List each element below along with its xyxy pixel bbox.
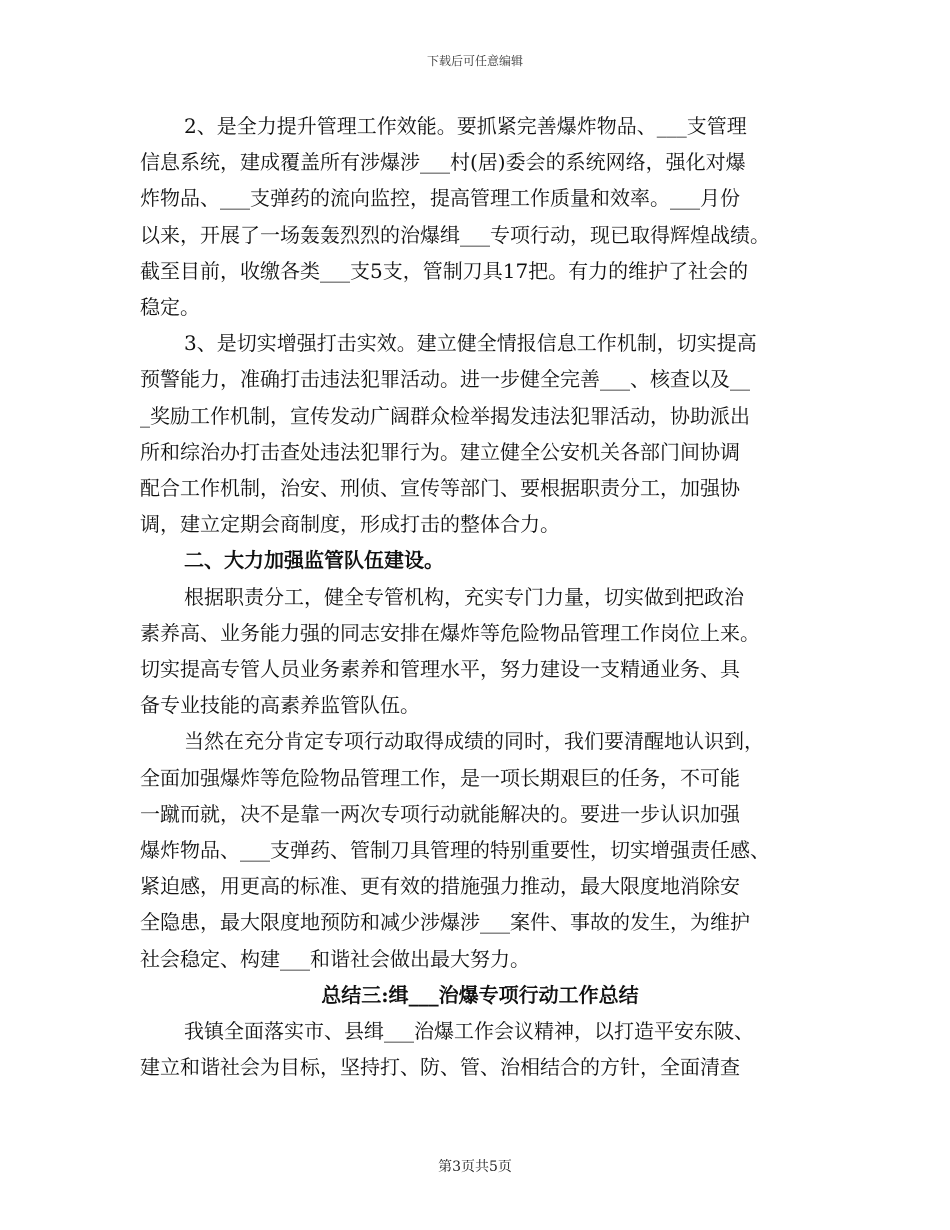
text-line: 3、是切实增强打击实效。建立健全情报信息工作机制，切实提高 [184,331,757,356]
text-line: 切实提高专管人员业务素养和管理水平，努力建设一支精通业务、具 [140,657,740,682]
document-body [140,108,820,1085]
text-line: 当然在充分肯定专项行动取得成绩的同时，我们要清醒地认识到， [184,729,764,754]
text-line: 建立和谐社会为目标，坚持打、防、管、治相结合的方针，全面清查 [140,1055,740,1080]
text-line: _奖励工作机制，宣传发动广阔群众检举揭发违法犯罪活动，协助派出 [140,403,750,428]
text-line: 调，建立定期会商制度，形成打击的整体合力。 [140,512,560,537]
text-line: 根据职责分工，健全专管机构，充实专门力量，切实做到把政治 [184,584,744,609]
text-line: 配合工作机制，治安、刑侦、宣传等部门、要根据职责分工，加强协 [140,476,740,501]
text-line: 我镇全面落实市、县缉___治爆工作会议精神，以打造平安东陂、 [184,1019,754,1044]
text-line: 社会稳定、构建___和谐社会做出最大努力。 [140,946,530,971]
text-line: 2、是全力提升管理工作效能。要抓紧完善爆炸物品、___支管理 [184,114,747,138]
text-line: 所和综治办打击查处违法犯罪行为。建立健全公安机关各部门间协调 [140,439,740,464]
text-line: 稳定。 [140,295,200,320]
text-line: 信息系统，建成覆盖所有涉爆涉___村(居)委会的系统网络，强化对爆 [140,150,746,175]
text-line: 素养高、业务能力强的同志安排在爆炸等危险物品管理工作岗位上来。 [140,620,760,645]
text-line: 全隐患，最大限度地预防和减少涉爆涉___案件、事故的发生，为维护 [140,910,750,935]
text-line: 爆炸物品、___支弹药、管制刀具管理的特别重要性，切实增强责任感、 [140,838,770,863]
section-heading: 二、大力加强监管队伍建设。 [184,548,444,573]
text-line: 全面加强爆炸等危险物品管理工作，是一项长期艰巨的任务，不可能 [140,765,740,790]
section-heading: 总结三:缉___治爆专项行动工作总结 [321,982,639,1007]
text-line: 截至目前，收缴各类___支5支，管制刀具17把。有力的维护了社会的 [140,258,749,283]
text-line: 一蹴而就，决不是靠一两次专项行动就能解决的。要进一步认识加强 [140,801,740,826]
text-line: 预警能力，准确打击违法犯罪活动。进一步健全完善___、核查以及__ [140,367,750,392]
text-line: 炸物品、___支弹药的流向监控，提高管理工作质量和效率。___月份 [140,186,740,211]
text-line: 紧迫感，用更高的标准、更有效的措施强力推动，最大限度地消除安 [140,874,740,899]
text-line: 以来，开展了一场轰轰烈烈的治爆缉___专项行动，现已取得辉煌战绩。 [140,222,770,247]
text-line: 备专业技能的高素养监管队伍。 [140,693,420,718]
page-header: 下载后可任意编辑 [426,54,523,68]
page-footer: 第3页共5页 [438,1159,512,1175]
